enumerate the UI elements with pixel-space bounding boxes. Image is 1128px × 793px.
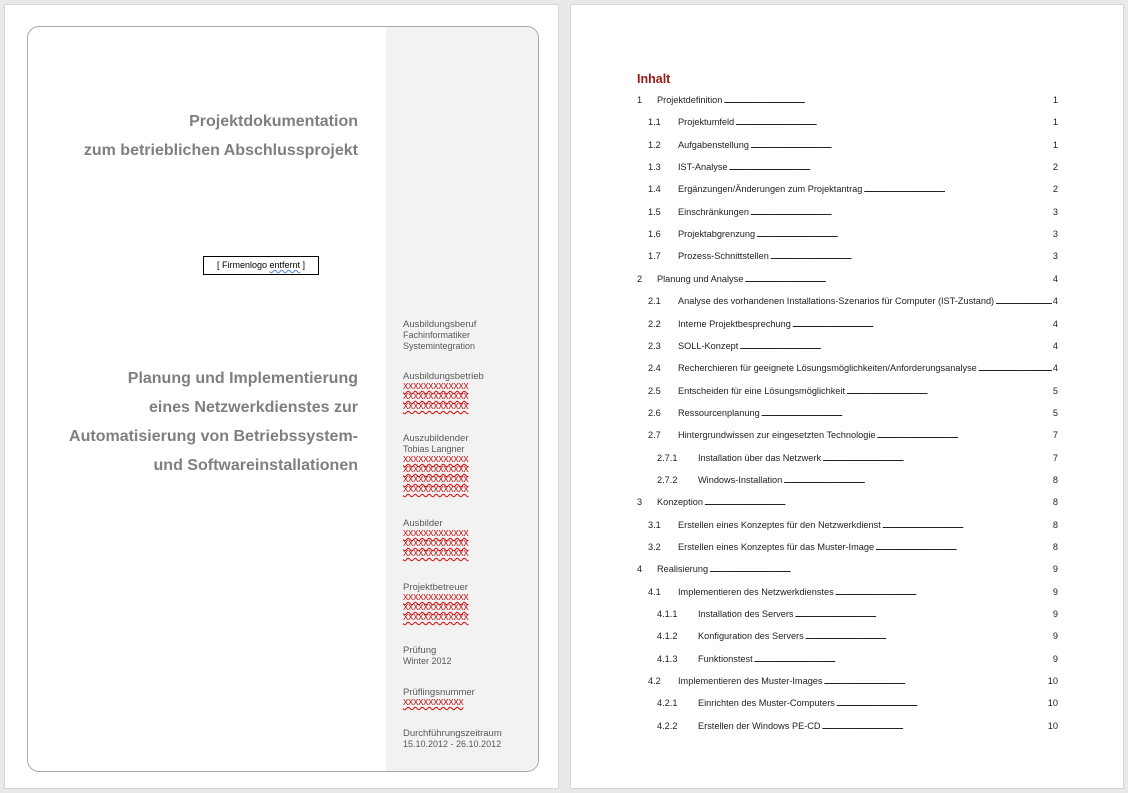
- toc-entry-number: 4.2.1: [657, 698, 678, 709]
- toc-heading: Inhalt: [637, 72, 671, 86]
- toc-entry-number: 2.7.1: [657, 452, 678, 463]
- toc-entry-title: Konzeption: [657, 497, 703, 508]
- toc-entry-title: Implementieren des Netzwerkdienstes: [678, 586, 834, 597]
- toc-entry-number: 4.1: [648, 586, 661, 597]
- logo-text: [ Firmenlogo: [216, 260, 270, 270]
- toc-leader-dots: [704, 495, 1052, 509]
- redacted-line: XXXXXXXXXXXXX: [403, 603, 469, 612]
- toc-entry[interactable]: [637, 473, 1058, 487]
- toc-entry[interactable]: [637, 585, 1058, 599]
- toc-entry-page: 4: [1052, 340, 1058, 351]
- redacted-line: XXXXXXXXXXXXX: [403, 485, 469, 494]
- toc-entry-number: 2.2: [648, 318, 661, 329]
- redacted-line: XXXXXXXXXXXXX: [403, 465, 469, 474]
- toc-entry-page: 2: [1052, 162, 1058, 173]
- toc-entry-number: 1.7: [648, 251, 661, 262]
- toc-entry-number: 1.3: [648, 162, 661, 173]
- toc-entry-title: Hintergrundwissen zur eingesetzten Technologie: [678, 430, 876, 441]
- toc-entry[interactable]: [637, 93, 1058, 107]
- toc-leader-dots: [750, 138, 1052, 152]
- toc-entry[interactable]: [637, 249, 1058, 263]
- company-logo-placeholder: [203, 256, 319, 275]
- info-pruefungsnummer: [403, 687, 533, 708]
- toc-entry-title: Projektabgrenzung: [678, 229, 756, 240]
- toc-entry-number: 2.6: [648, 407, 661, 418]
- toc-entry[interactable]: [637, 160, 1058, 174]
- toc-leader-dots: [876, 428, 1051, 442]
- info-ausbildungsbetrieb: [403, 371, 533, 412]
- toc-leader-dots: [756, 227, 1052, 241]
- toc-entry-page: 4: [1052, 318, 1058, 329]
- redacted-line: XXXXXXXXXXXXX: [403, 402, 469, 411]
- info-label: Ausbildungsbetrieb: [403, 371, 484, 382]
- toc-entry[interactable]: [637, 227, 1058, 241]
- toc-entry-number: 2.7.2: [657, 474, 678, 485]
- toc-entry[interactable]: [637, 629, 1058, 643]
- toc-entry[interactable]: [637, 562, 1058, 576]
- toc-entry[interactable]: [637, 205, 1058, 219]
- toc-leader-dots: [709, 562, 1052, 576]
- toc-entry-number: 1.1: [648, 117, 661, 128]
- toc-entry[interactable]: [637, 406, 1058, 420]
- toc-entry-page: 3: [1052, 251, 1058, 262]
- info-value: Systemintegration: [403, 341, 476, 351]
- toc-leader-dots: [822, 719, 1047, 733]
- toc-entry-page: 1: [1052, 139, 1058, 150]
- toc-entry-page: 7: [1052, 430, 1058, 441]
- toc-entry[interactable]: [637, 696, 1058, 710]
- toc-entry-page: 5: [1052, 407, 1058, 418]
- info-value: 15.10.2012 - 26.10.2012: [403, 739, 502, 749]
- toc-entry-page: 9: [1052, 631, 1058, 642]
- info-ausbildungsberuf: [403, 319, 533, 352]
- toc-leader-dots: [824, 674, 1047, 688]
- info-ausbilder: [403, 518, 533, 559]
- toc-entry[interactable]: [637, 719, 1058, 733]
- toc-entry-number: 3.1: [648, 519, 661, 530]
- info-pruefung: [403, 645, 533, 667]
- toc-entry-page: 8: [1052, 497, 1058, 508]
- info-value: Fachinformatiker: [403, 330, 471, 340]
- toc-entry[interactable]: [637, 339, 1058, 353]
- toc-leader-dots: [770, 249, 1052, 263]
- toc-leader-dots: [863, 182, 1051, 196]
- toc-entry-number: 2.5: [648, 385, 661, 396]
- redacted-line: XXXXXXXXXXXX: [403, 698, 464, 707]
- toc-leader-dots: [846, 384, 1052, 398]
- toc-entry-page: 7: [1052, 452, 1058, 463]
- toc-leader-dots: [875, 540, 1052, 554]
- toc-entry-number: 2.4: [648, 363, 661, 374]
- toc-entry-title: Projektumfeld: [678, 117, 735, 128]
- cover-page: [4, 4, 559, 789]
- toc-entry[interactable]: [637, 138, 1058, 152]
- toc-entry-title: Entscheiden für eine Lösungsmöglichkeit: [678, 385, 846, 396]
- cover-frame: [27, 26, 539, 772]
- logo-text-word: entfernt: [269, 260, 301, 270]
- toc-entry[interactable]: [637, 317, 1058, 331]
- toc-entry-title: Erstellen eines Konzeptes für das Muster-Image: [678, 542, 875, 552]
- toc-entry-page: 3: [1052, 206, 1058, 217]
- redacted-line: XXXXXXXXXXXXX: [403, 613, 469, 622]
- toc-entry[interactable]: [637, 428, 1058, 442]
- toc-entry-page: 3: [1052, 229, 1058, 240]
- toc-entry[interactable]: [637, 451, 1058, 465]
- toc-entry[interactable]: [637, 272, 1058, 286]
- toc-leader-dots: [805, 629, 1052, 643]
- toc-entry-page: 9: [1052, 653, 1058, 664]
- toc-leader-dots: [835, 585, 1052, 599]
- toc-entry-title: Realisierung: [657, 564, 709, 575]
- cover-title-line: zum betrieblichen Abschlussprojekt: [83, 142, 358, 159]
- toc-entry-title: Erstellen eines Konzeptes für den Netzwerkdienst: [678, 519, 881, 530]
- toc-entry-page: 4: [1052, 363, 1058, 374]
- toc-entry-page: 10: [1047, 698, 1058, 709]
- toc-entry-number: 2.3: [648, 340, 661, 351]
- info-label: Ausbilder: [403, 518, 443, 529]
- toc-entry-title: Ressourcenplanung: [678, 407, 760, 418]
- toc-entry-number: 4.1.2: [657, 631, 678, 642]
- toc-entry-page: 8: [1052, 474, 1058, 485]
- toc-entry-title: Einrichten des Muster-Computers: [698, 698, 835, 709]
- toc-entry-number: 2.1: [648, 296, 661, 307]
- toc-entry-title: Erstellen der Windows PE-CD: [698, 720, 821, 731]
- project-title-line: Planung und Implementierung: [127, 370, 358, 387]
- toc-entry[interactable]: [637, 182, 1058, 196]
- toc-entry-title: Interne Projektbesprechung: [678, 318, 791, 329]
- info-durchfuehrungszeitraum: [403, 728, 533, 750]
- toc-entry-title: Ergänzungen/Änderungen zum Projektantrag: [678, 184, 863, 195]
- toc-entry-page: 8: [1052, 519, 1058, 530]
- info-auszubildender: [403, 433, 533, 495]
- toc-entry-number: 4.2: [648, 676, 661, 687]
- cover-title: [84, 107, 358, 165]
- toc-entry-page: 4: [1052, 273, 1058, 284]
- toc-entry-number: 4.1.1: [657, 609, 678, 620]
- toc-entry-title: Analyse des vorhandenen Installations-Szenarios für Computer (IST-Zustand): [678, 296, 995, 307]
- redacted-line: XXXXXXXXXXXXX: [403, 549, 469, 558]
- toc-leader-dots: [822, 451, 1052, 465]
- toc-entry-page: 8: [1052, 542, 1058, 552]
- cover-title-line: Projektdokumentation: [189, 113, 358, 130]
- toc-entry-title: Einschränkungen: [678, 206, 749, 217]
- toc-leader-dots: [723, 93, 1052, 107]
- project-title: [69, 364, 358, 480]
- toc-leader-dots: [836, 696, 1047, 710]
- redacted-line: XXXXXXXXXXXXX: [403, 382, 469, 391]
- info-value: Winter 2012: [403, 656, 452, 666]
- toc-entry[interactable]: [637, 607, 1058, 621]
- toc-entry-title: Installation über das Netzwerk: [698, 452, 822, 463]
- toc-entry-title: Installation des Servers: [698, 609, 794, 620]
- redacted-line: XXXXXXXXXXXXX: [403, 529, 469, 538]
- project-title-line: eines Netzwerkdienstes zur: [149, 399, 358, 416]
- toc-entry-number: 3.2: [648, 542, 661, 552]
- toc-leader-dots: [744, 272, 1052, 286]
- toc-entry[interactable]: [637, 294, 1058, 308]
- toc-leader-dots: [795, 607, 1052, 621]
- toc-entry-page: 10: [1047, 720, 1058, 731]
- info-label: Prüfung: [403, 645, 437, 656]
- toc-entry[interactable]: [637, 495, 1058, 509]
- info-label: Projektbetreuer: [403, 582, 468, 593]
- toc-entry-page: 10: [1047, 676, 1058, 687]
- toc-entry-page: 2: [1052, 184, 1058, 195]
- logo-text: ]: [300, 260, 306, 270]
- toc-entry-number: 1.2: [648, 139, 661, 150]
- toc-leader-dots: [729, 160, 1052, 174]
- toc-leader-dots: [978, 361, 1052, 375]
- toc-leader-dots: [783, 473, 1052, 487]
- toc-entry-title: Konfiguration des Servers: [698, 631, 804, 642]
- toc-leader-dots: [995, 294, 1052, 308]
- toc-entry-title: Planung und Analyse: [657, 273, 744, 284]
- project-title-line: und Softwareinstallationen: [153, 457, 358, 474]
- toc-entry-page: 4: [1052, 296, 1058, 307]
- toc-entry[interactable]: [637, 384, 1058, 398]
- info-projektbetreuer: [403, 582, 533, 623]
- redacted-line: XXXXXXXXXXXXX: [403, 475, 469, 484]
- toc-entry-title: SOLL-Konzept: [678, 340, 739, 351]
- toc-page: [570, 4, 1124, 789]
- toc-entry-page: 1: [1052, 117, 1058, 128]
- redacted-line: XXXXXXXXXXXXX: [403, 392, 469, 401]
- toc-entry-title: Projektdefinition: [657, 95, 723, 105]
- toc-entry-title: Implementieren des Muster-Images: [678, 676, 823, 687]
- toc-entry-title: Recherchieren für geeignete Lösungsmöglichkeiten/Anforderungsanalyse: [678, 363, 977, 374]
- info-value: Tobias Langner: [403, 444, 465, 454]
- toc-leader-dots: [761, 406, 1052, 420]
- toc-leader-dots: [882, 518, 1052, 532]
- toc-entry[interactable]: [637, 674, 1058, 688]
- toc-entry[interactable]: [637, 115, 1058, 129]
- toc-entry-title: IST-Analyse: [678, 162, 728, 173]
- toc-leader-dots: [735, 115, 1052, 129]
- toc-entry-title: Windows-Installation: [698, 474, 783, 485]
- toc-entry-number: 1.6: [648, 229, 661, 240]
- redacted-line: XXXXXXXXXXXXX: [403, 539, 469, 548]
- toc-entry-page: 5: [1052, 385, 1058, 396]
- info-label: Auszubildender: [403, 433, 469, 444]
- toc-entry-number: 4: [637, 564, 643, 575]
- toc-entry-title: Aufgabenstellung: [678, 139, 750, 150]
- project-title-line: Automatisierung von Betriebssystem-: [69, 428, 358, 445]
- toc-entry-number: 1.5: [648, 206, 661, 217]
- toc-entry-number: 4.1.3: [657, 653, 678, 664]
- toc-leader-dots: [792, 317, 1052, 331]
- toc-entry-number: 1.4: [648, 184, 661, 195]
- toc-entry-page: 1: [1052, 95, 1058, 105]
- redacted-line: XXXXXXXXXXXXX: [403, 455, 469, 464]
- toc-entry[interactable]: [637, 518, 1058, 532]
- toc-entry-page: 9: [1052, 609, 1058, 620]
- toc-entry-title: Funktionstest: [698, 653, 753, 664]
- toc-leader-dots: [754, 652, 1052, 666]
- toc-leader-dots: [750, 205, 1052, 219]
- toc-entry[interactable]: [637, 540, 1058, 554]
- info-label: Prüflingsnummer: [403, 687, 475, 698]
- info-label: Durchführungszeitraum: [403, 728, 502, 739]
- toc-entry-number: 4.2.2: [657, 720, 678, 731]
- toc-entry[interactable]: [637, 361, 1058, 375]
- toc-entry-number: 2.7: [648, 430, 661, 441]
- toc-entry-title: Prozess-Schnittstellen: [678, 251, 769, 262]
- toc-entry-number: 2: [637, 273, 643, 284]
- toc-entry-number: 3: [637, 497, 643, 508]
- toc-entry-page: 9: [1052, 586, 1058, 597]
- toc-leader-dots: [739, 339, 1052, 353]
- toc-entry-page: 9: [1052, 564, 1058, 575]
- redacted-line: XXXXXXXXXXXXX: [403, 593, 469, 602]
- toc-entry[interactable]: [637, 652, 1058, 666]
- toc-entry-number: 1: [637, 95, 643, 105]
- info-label: Ausbildungsberuf: [403, 319, 477, 330]
